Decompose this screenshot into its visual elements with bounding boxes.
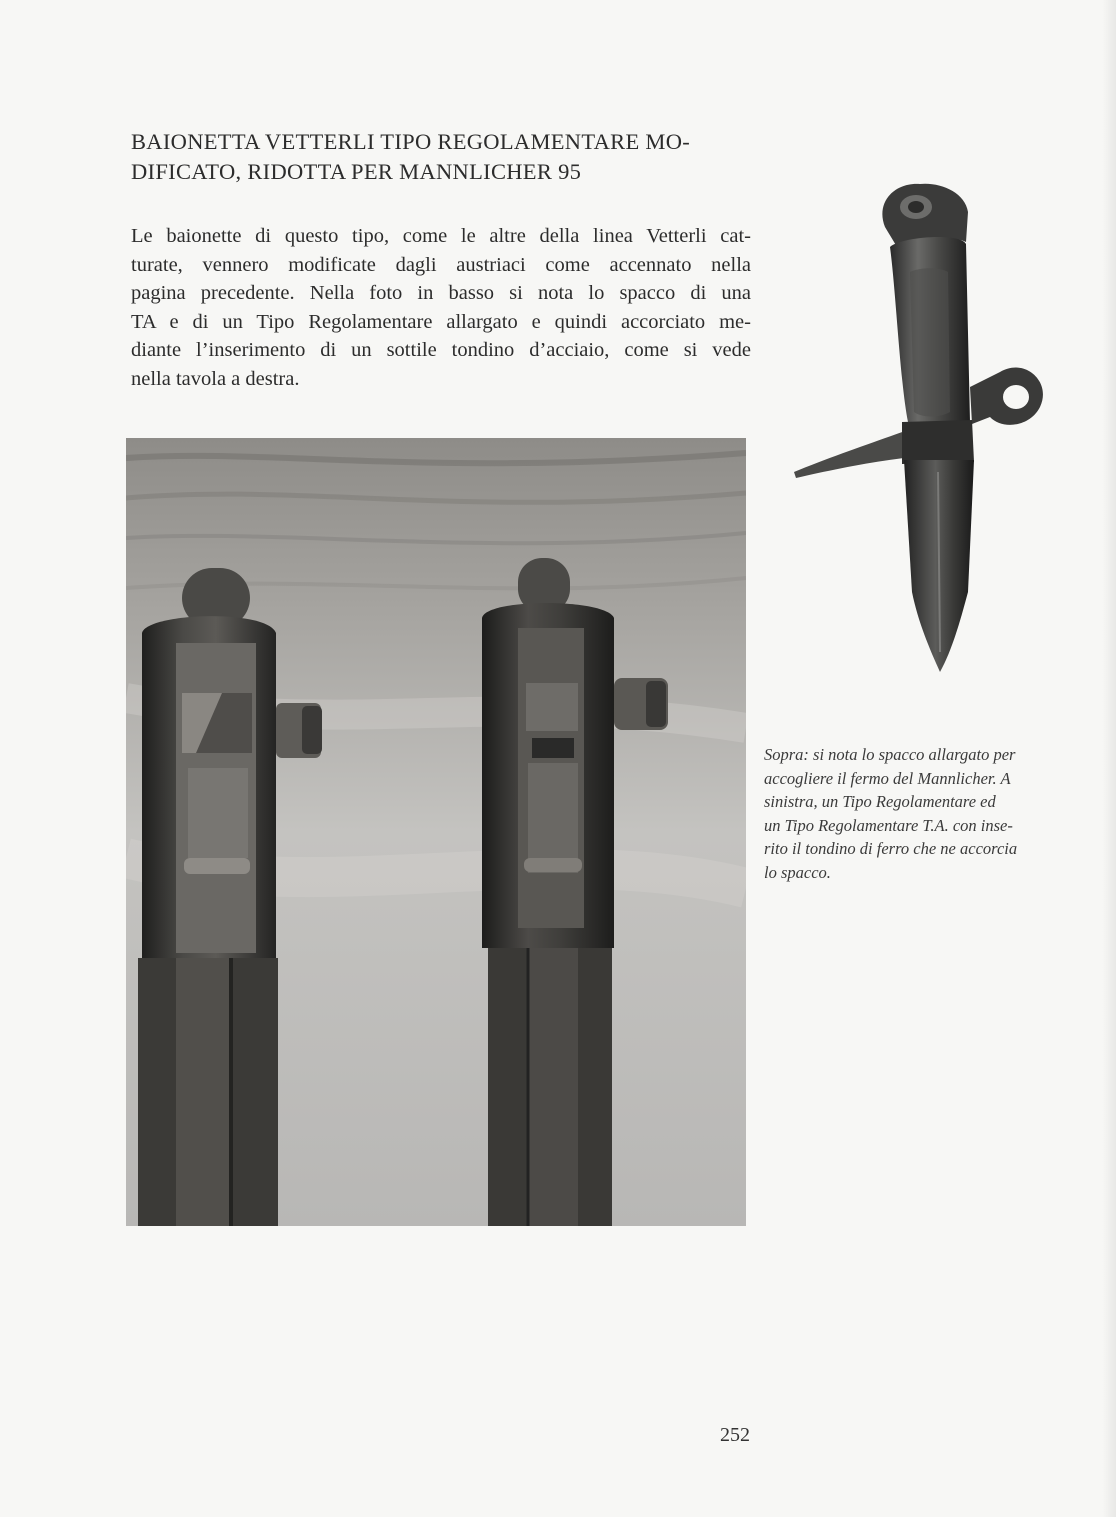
caption-line: Sopra: si nota lo spacco allargato per bbox=[764, 745, 1016, 764]
body-line: pagina precedente. Nella foto in basso si nota lo spacco di una bbox=[131, 282, 751, 305]
bayonets-comparison-photo bbox=[126, 438, 746, 1226]
caption-line: accogliere il fermo del Mannlicher. A bbox=[764, 768, 1011, 788]
scan-edge-shadow bbox=[1102, 0, 1116, 1517]
body-line: nella tavola a destra. bbox=[131, 367, 300, 390]
body-line: TA e di un Tipo Regolamentare allargato e quindi accorciato me- bbox=[131, 310, 751, 333]
body-line: Le baionette di questo tipo, come le altre della linea Vetterli cat- bbox=[131, 225, 751, 247]
body-line: diante l’inserimento di un sottile tondino d’acciaio, come si vede bbox=[131, 339, 751, 362]
page-number: 252 bbox=[720, 1424, 750, 1446]
bayonet-hilt-photo bbox=[790, 172, 1062, 677]
caption-line: lo spacco. bbox=[764, 862, 831, 882]
caption-line: sinistra, un Tipo Regolamentare ed bbox=[764, 792, 996, 811]
heading-line-1: BAIONETTA VETTERLI TIPO REGOLAMENTARE MO- bbox=[131, 129, 691, 154]
photo-caption bbox=[764, 743, 1054, 884]
body-paragraph bbox=[131, 222, 751, 394]
caption-line: rito il tondino di ferro che ne accorcia bbox=[764, 839, 1018, 858]
heading-line-2: DIFICATO, RIDOTTA PER MANNLICHER 95 bbox=[131, 159, 582, 184]
body-line: turate, vennero modificate dagli austriaci come accennato nella bbox=[131, 253, 751, 276]
caption-line: un Tipo Regolamentare T.A. con inse- bbox=[764, 815, 1013, 835]
page-heading bbox=[131, 127, 751, 187]
